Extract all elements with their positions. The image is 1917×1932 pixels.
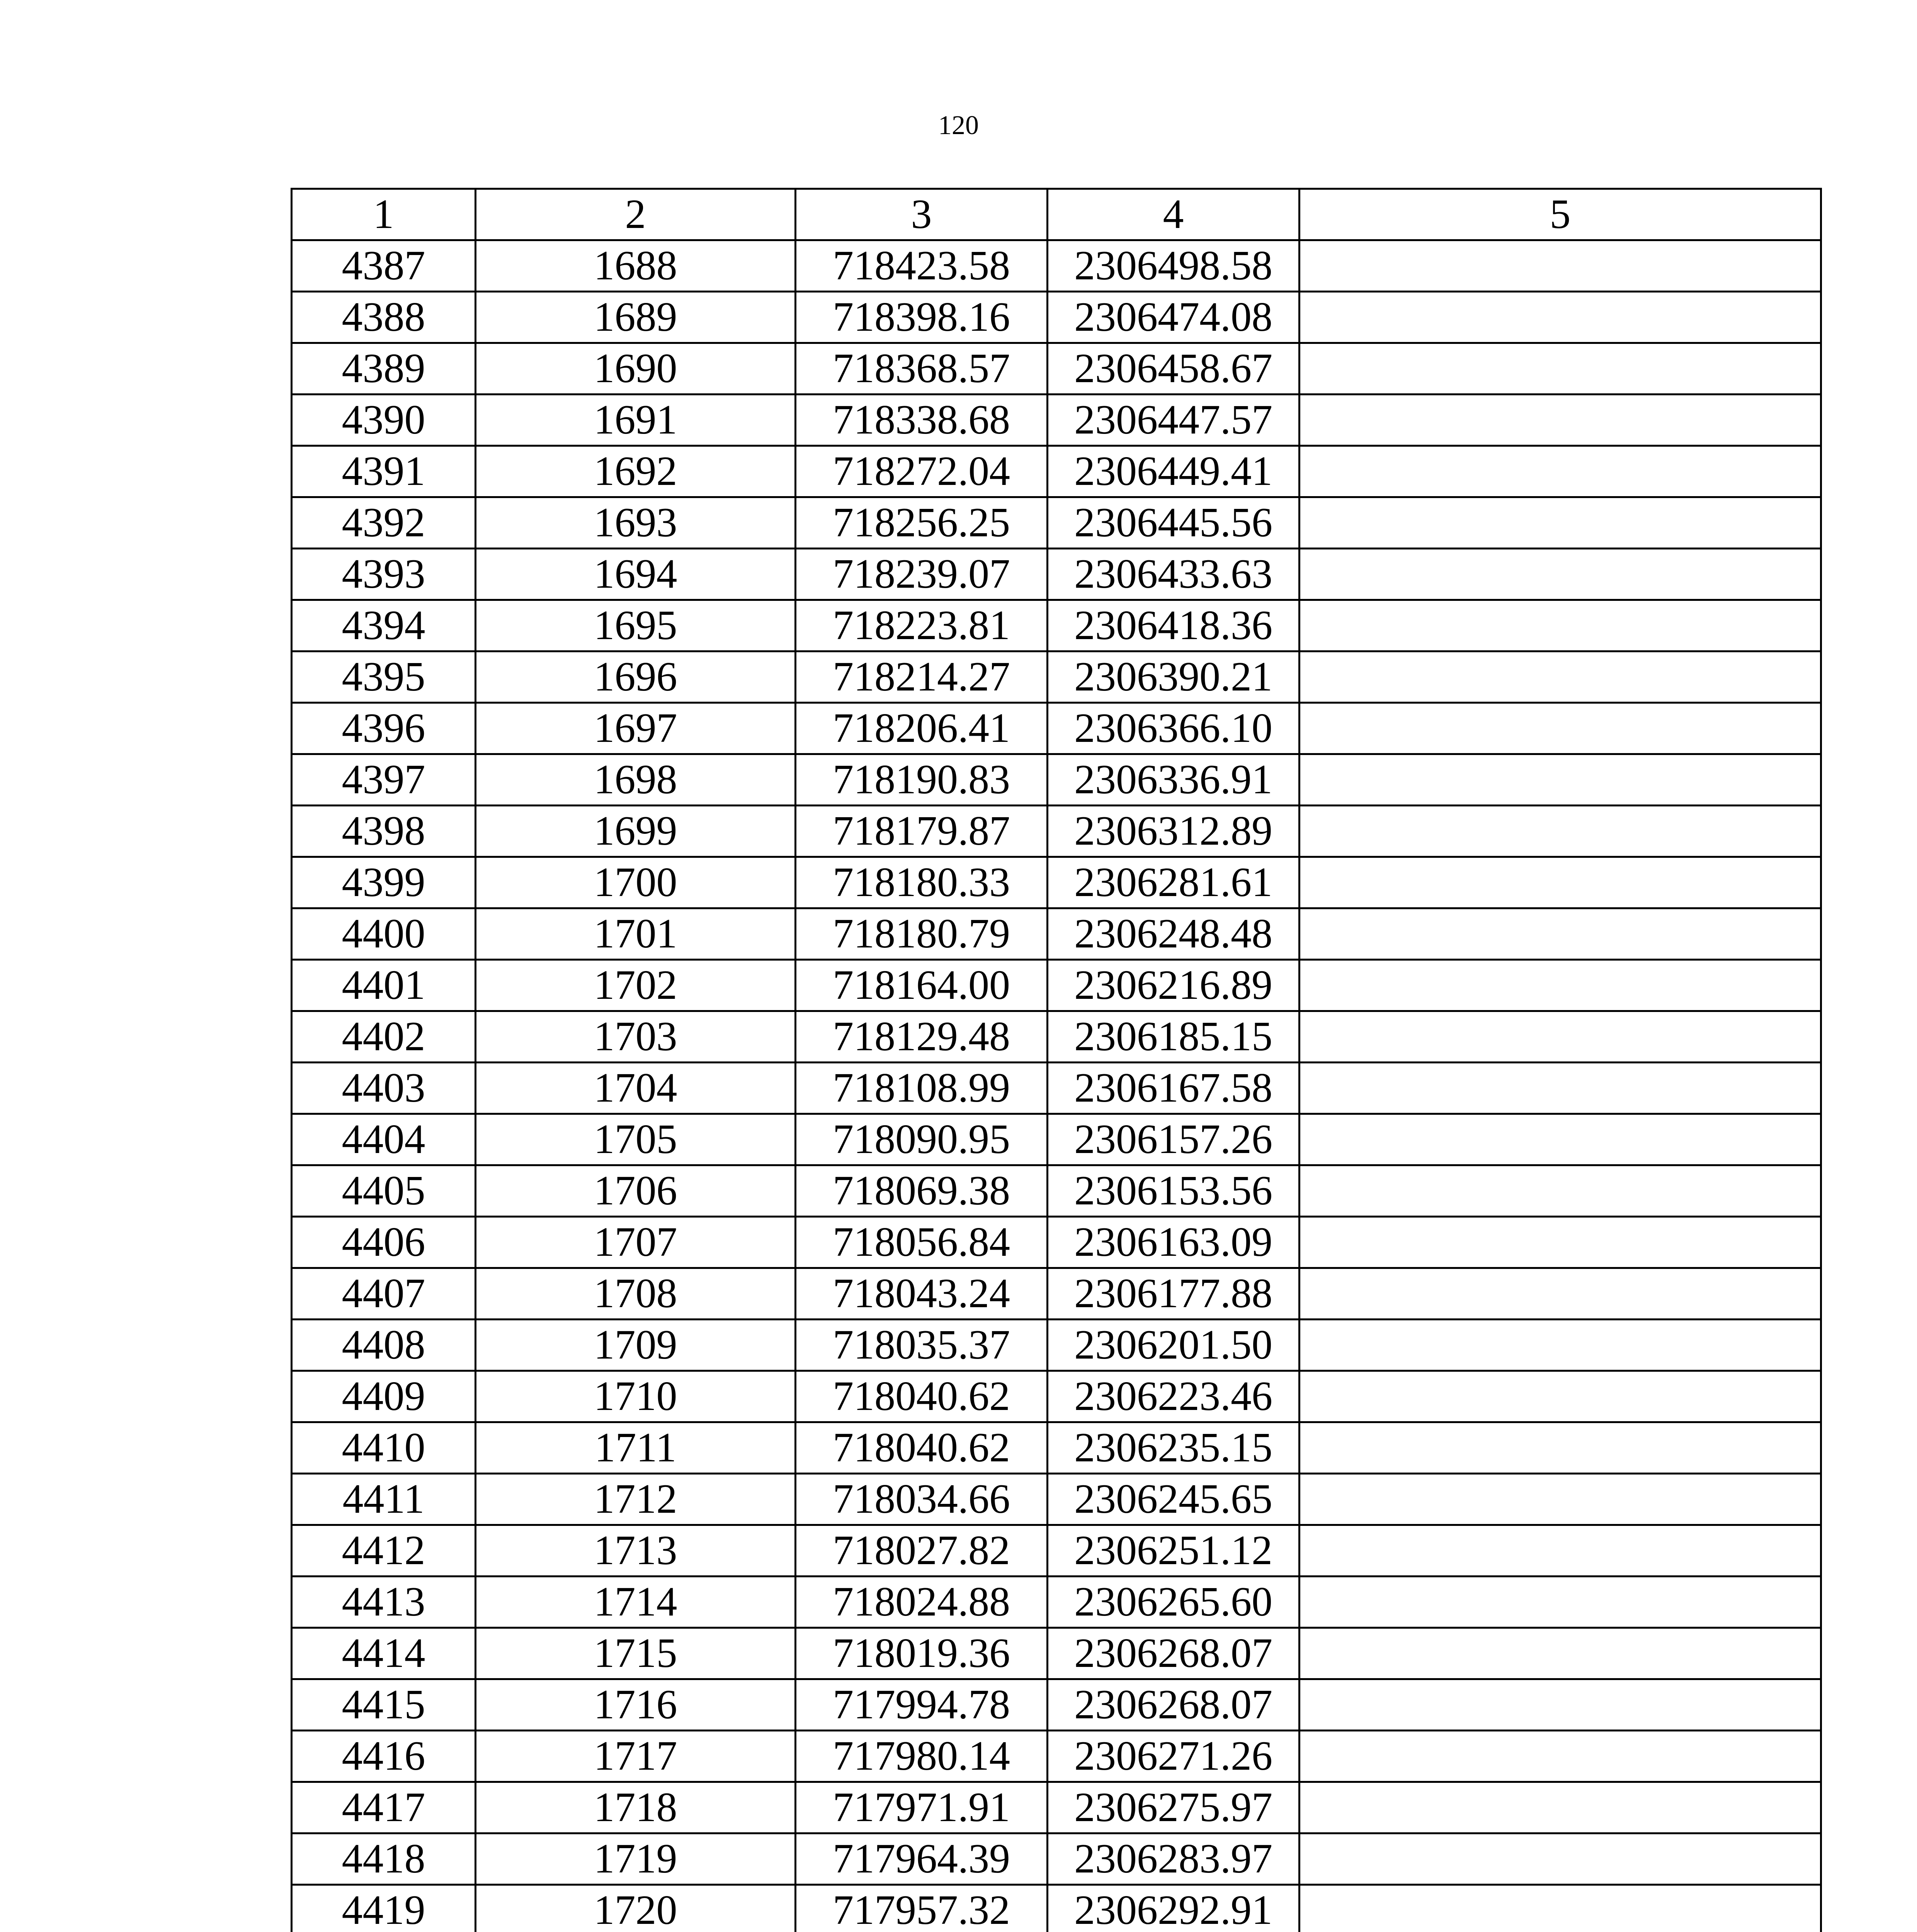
table-cell: 1720	[476, 1885, 796, 1932]
table-cell: 1707	[476, 1217, 796, 1268]
table-cell: 2306336.91	[1048, 754, 1300, 806]
table-cell: 2306265.60	[1048, 1577, 1300, 1628]
table-row	[292, 1885, 1821, 1932]
table-cell	[1300, 446, 1821, 497]
table-cell: 2306445.56	[1048, 497, 1300, 549]
table-row	[292, 240, 1821, 292]
table-cell: 2306292.91	[1048, 1885, 1300, 1932]
table-cell	[1300, 651, 1821, 703]
table-row	[292, 1114, 1821, 1165]
table-cell: 4395	[292, 651, 476, 703]
table-cell: 1711	[476, 1422, 796, 1474]
table-cell: 4401	[292, 960, 476, 1011]
table-cell: 1693	[476, 497, 796, 549]
table-cell: 1718	[476, 1782, 796, 1833]
table-row	[292, 549, 1821, 600]
table-cell: 718024.88	[796, 1577, 1048, 1628]
table-cell: 718214.27	[796, 651, 1048, 703]
table-cell	[1300, 1628, 1821, 1679]
table-row	[292, 806, 1821, 857]
column-header: 4	[1048, 189, 1300, 240]
table-cell: 1696	[476, 651, 796, 703]
table-cell	[1300, 1577, 1821, 1628]
table-cell: 2306235.15	[1048, 1422, 1300, 1474]
table-row	[292, 395, 1821, 446]
table-row	[292, 754, 1821, 806]
table-cell	[1300, 1474, 1821, 1525]
table-cell: 718398.16	[796, 292, 1048, 343]
table-cell: 4392	[292, 497, 476, 549]
table-cell: 2306447.57	[1048, 395, 1300, 446]
table-cell: 4397	[292, 754, 476, 806]
table-cell: 2306366.10	[1048, 703, 1300, 754]
table-cell: 1690	[476, 343, 796, 395]
table-row	[292, 1833, 1821, 1885]
table-cell: 2306201.50	[1048, 1320, 1300, 1371]
table-cell: 1714	[476, 1577, 796, 1628]
page-number: 120	[938, 111, 979, 140]
table-cell: 4417	[292, 1782, 476, 1833]
table-cell: 4411	[292, 1474, 476, 1525]
table-cell: 4407	[292, 1268, 476, 1320]
table-cell	[1300, 1371, 1821, 1422]
table-cell: 718040.62	[796, 1422, 1048, 1474]
table-cell: 2306281.61	[1048, 857, 1300, 908]
table-row	[292, 292, 1821, 343]
table-cell: 2306418.36	[1048, 600, 1300, 651]
table-cell: 2306271.26	[1048, 1731, 1300, 1782]
table-cell: 4400	[292, 908, 476, 960]
table-cell: 4398	[292, 806, 476, 857]
table-cell: 2306474.08	[1048, 292, 1300, 343]
table-row	[292, 1422, 1821, 1474]
table-cell: 2306163.09	[1048, 1217, 1300, 1268]
table-cell: 2306268.07	[1048, 1628, 1300, 1679]
column-header: 1	[292, 189, 476, 240]
table-cell: 718129.48	[796, 1011, 1048, 1063]
table-cell: 1708	[476, 1268, 796, 1320]
table-cell: 2306153.56	[1048, 1165, 1300, 1217]
table-cell	[1300, 292, 1821, 343]
table-row	[292, 497, 1821, 549]
table-cell: 1716	[476, 1679, 796, 1731]
table-row	[292, 651, 1821, 703]
table-cell: 4399	[292, 857, 476, 908]
table-cell: 4413	[292, 1577, 476, 1628]
table-cell	[1300, 1165, 1821, 1217]
table-cell: 2306449.41	[1048, 446, 1300, 497]
table-cell: 4389	[292, 343, 476, 395]
table-row	[292, 960, 1821, 1011]
table-cell	[1300, 1731, 1821, 1782]
table-row	[292, 1525, 1821, 1577]
table-cell: 1700	[476, 857, 796, 908]
table-row	[292, 1320, 1821, 1371]
table-cell: 718179.87	[796, 806, 1048, 857]
table-cell: 718223.81	[796, 600, 1048, 651]
table-cell: 718056.84	[796, 1217, 1048, 1268]
table-cell: 717971.91	[796, 1782, 1048, 1833]
table-cell: 4404	[292, 1114, 476, 1165]
table-cell: 4409	[292, 1371, 476, 1422]
table-cell: 2306251.12	[1048, 1525, 1300, 1577]
table-cell	[1300, 806, 1821, 857]
table-cell	[1300, 857, 1821, 908]
table-row	[292, 1268, 1821, 1320]
table-cell: 4406	[292, 1217, 476, 1268]
table-cell	[1300, 908, 1821, 960]
table-cell: 2306275.97	[1048, 1782, 1300, 1833]
table-cell: 4418	[292, 1833, 476, 1885]
table-row	[292, 343, 1821, 395]
table-cell: 1698	[476, 754, 796, 806]
table-cell: 718040.62	[796, 1371, 1048, 1422]
table-cell: 4405	[292, 1165, 476, 1217]
table-cell	[1300, 395, 1821, 446]
table-row	[292, 1217, 1821, 1268]
table-cell: 718034.66	[796, 1474, 1048, 1525]
table-cell: 718180.33	[796, 857, 1048, 908]
table-cell: 718027.82	[796, 1525, 1048, 1577]
table-cell: 1705	[476, 1114, 796, 1165]
table-cell: 718239.07	[796, 549, 1048, 600]
table-cell: 4388	[292, 292, 476, 343]
table-cell: 718190.83	[796, 754, 1048, 806]
table-row	[292, 446, 1821, 497]
table-cell: 718019.36	[796, 1628, 1048, 1679]
table-cell: 4402	[292, 1011, 476, 1063]
table-cell: 2306185.15	[1048, 1011, 1300, 1063]
table-cell: 4396	[292, 703, 476, 754]
table-cell	[1300, 549, 1821, 600]
table-cell: 1692	[476, 446, 796, 497]
table-cell: 718043.24	[796, 1268, 1048, 1320]
table-cell: 2306312.89	[1048, 806, 1300, 857]
table-cell	[1300, 497, 1821, 549]
table-cell: 2306248.48	[1048, 908, 1300, 960]
table-cell: 718368.57	[796, 343, 1048, 395]
table-cell	[1300, 1525, 1821, 1577]
table-row	[292, 1731, 1821, 1782]
table-cell: 2306268.07	[1048, 1679, 1300, 1731]
table-cell: 1689	[476, 292, 796, 343]
table-cell: 2306223.46	[1048, 1371, 1300, 1422]
table-cell: 1694	[476, 549, 796, 600]
table-cell: 1719	[476, 1833, 796, 1885]
column-header: 5	[1300, 189, 1821, 240]
column-header: 3	[796, 189, 1048, 240]
table-cell	[1300, 703, 1821, 754]
table-row	[292, 600, 1821, 651]
table-cell: 2306167.58	[1048, 1063, 1300, 1114]
table-row	[292, 1165, 1821, 1217]
table-cell: 2306458.67	[1048, 343, 1300, 395]
table-cell: 4414	[292, 1628, 476, 1679]
table-cell: 718338.68	[796, 395, 1048, 446]
table-cell: 717957.32	[796, 1885, 1048, 1932]
table-cell: 4416	[292, 1731, 476, 1782]
table-cell: 2306177.88	[1048, 1268, 1300, 1320]
table-cell	[1300, 240, 1821, 292]
table-row	[292, 1371, 1821, 1422]
table-row	[292, 1577, 1821, 1628]
table-cell: 1702	[476, 960, 796, 1011]
table-cell	[1300, 1782, 1821, 1833]
table-row	[292, 1628, 1821, 1679]
table-cell: 718164.00	[796, 960, 1048, 1011]
table-cell: 718272.04	[796, 446, 1048, 497]
table-cell	[1300, 343, 1821, 395]
table-cell: 2306498.58	[1048, 240, 1300, 292]
table-cell: 1695	[476, 600, 796, 651]
table-cell	[1300, 1833, 1821, 1885]
table-cell: 1709	[476, 1320, 796, 1371]
table-row	[292, 908, 1821, 960]
table-cell: 718423.58	[796, 240, 1048, 292]
table-cell: 4410	[292, 1422, 476, 1474]
table-row	[292, 1011, 1821, 1063]
table-cell: 4393	[292, 549, 476, 600]
table-cell	[1300, 1320, 1821, 1371]
table-cell: 1699	[476, 806, 796, 857]
table-cell	[1300, 1011, 1821, 1063]
table-cell: 4415	[292, 1679, 476, 1731]
column-header: 2	[476, 189, 796, 240]
table-cell: 2306283.97	[1048, 1833, 1300, 1885]
table-cell: 2306245.65	[1048, 1474, 1300, 1525]
table-cell	[1300, 960, 1821, 1011]
table-cell	[1300, 1885, 1821, 1932]
coordinates-table	[291, 188, 1822, 1932]
table-cell	[1300, 1217, 1821, 1268]
table-cell: 4408	[292, 1320, 476, 1371]
table-cell: 4403	[292, 1063, 476, 1114]
table-cell: 4390	[292, 395, 476, 446]
table-row	[292, 1679, 1821, 1731]
table-row	[292, 857, 1821, 908]
table-body	[292, 240, 1821, 1932]
table-cell: 718180.79	[796, 908, 1048, 960]
table-cell: 717964.39	[796, 1833, 1048, 1885]
table-cell: 2306157.26	[1048, 1114, 1300, 1165]
table-cell: 717994.78	[796, 1679, 1048, 1731]
table-row	[292, 1063, 1821, 1114]
table-cell: 718256.25	[796, 497, 1048, 549]
table-cell: 4412	[292, 1525, 476, 1577]
table-cell: 4394	[292, 600, 476, 651]
table-cell	[1300, 1422, 1821, 1474]
table-cell: 2306433.63	[1048, 549, 1300, 600]
table-row	[292, 1474, 1821, 1525]
table-cell: 1706	[476, 1165, 796, 1217]
table-cell: 2306390.21	[1048, 651, 1300, 703]
table-cell: 1710	[476, 1371, 796, 1422]
table-cell: 717980.14	[796, 1731, 1048, 1782]
table-cell: 1704	[476, 1063, 796, 1114]
table-cell: 1691	[476, 395, 796, 446]
table-cell	[1300, 600, 1821, 651]
table-cell: 1717	[476, 1731, 796, 1782]
table-cell: 1712	[476, 1474, 796, 1525]
table-cell: 1701	[476, 908, 796, 960]
table-cell: 718090.95	[796, 1114, 1048, 1165]
table-cell	[1300, 1268, 1821, 1320]
table-cell: 4387	[292, 240, 476, 292]
table-cell	[1300, 754, 1821, 806]
table-cell: 1697	[476, 703, 796, 754]
table-cell: 2306216.89	[1048, 960, 1300, 1011]
table-row	[292, 1782, 1821, 1833]
table-cell: 1715	[476, 1628, 796, 1679]
table-cell: 4391	[292, 446, 476, 497]
table-cell: 718069.38	[796, 1165, 1048, 1217]
table-cell: 718035.37	[796, 1320, 1048, 1371]
table-cell: 718108.99	[796, 1063, 1048, 1114]
table-cell	[1300, 1114, 1821, 1165]
table-header-row	[292, 189, 1821, 240]
table-cell: 1713	[476, 1525, 796, 1577]
table-cell: 1688	[476, 240, 796, 292]
table-row	[292, 703, 1821, 754]
table-cell: 4419	[292, 1885, 476, 1932]
table-cell: 1703	[476, 1011, 796, 1063]
table-cell	[1300, 1063, 1821, 1114]
table-cell: 718206.41	[796, 703, 1048, 754]
table-cell	[1300, 1679, 1821, 1731]
